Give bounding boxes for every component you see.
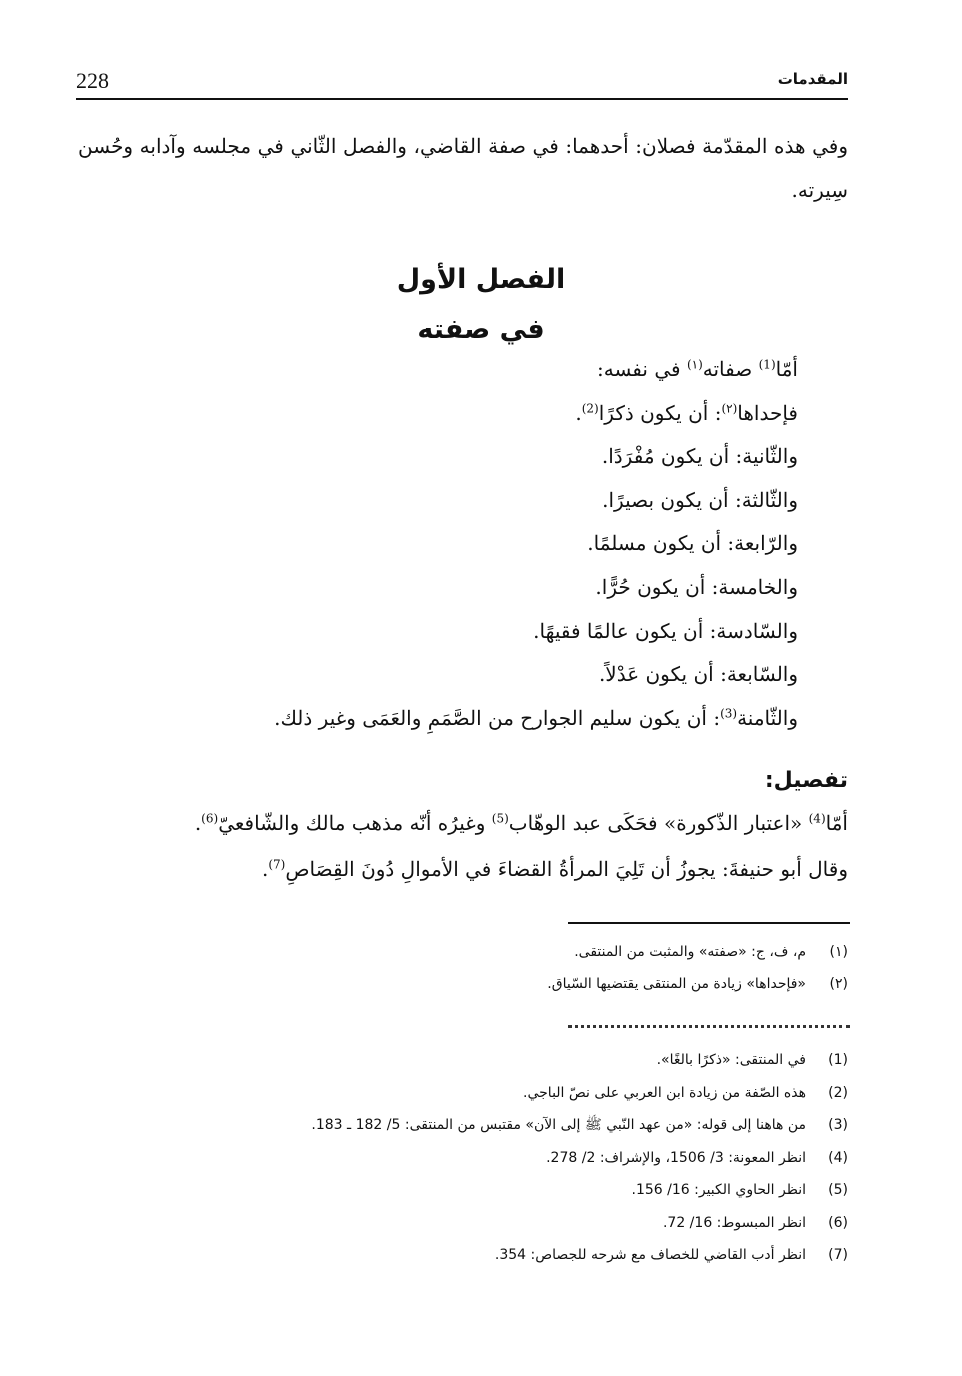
footnote-number: (١)	[829, 944, 848, 960]
footnotes-primary	[68, 936, 848, 1000]
footnote	[68, 1174, 848, 1207]
footnote-marker: (7)	[268, 857, 286, 872]
footnote-marker: (3)	[720, 706, 738, 721]
text-run: أمّا	[825, 811, 848, 835]
qualities-intro	[158, 348, 798, 392]
quality-second: والثّانية: أن يكون مُفْرَدًا.	[601, 444, 798, 469]
text-run: صفاته	[702, 357, 759, 381]
footnote-text: انظر المبسوط: 16/ 72.	[662, 1214, 806, 1231]
tafsil-line1	[68, 800, 848, 846]
footnote	[68, 1077, 848, 1110]
text-run: : أن يكون سليم الجوارح من الصَّمَمِ والعَمَى وغير ذلك.	[274, 705, 721, 730]
quality-seventh: والسّابعة: أن يكون عَدْلاً.	[598, 662, 798, 687]
footnote-text: «فإحداها» زيادة من المنتقى يقتضيها السّياق.	[547, 976, 806, 992]
header-rule	[76, 98, 848, 100]
footnote-number: (4)	[828, 1149, 848, 1166]
footnote-number: (1)	[828, 1052, 848, 1068]
footnote-text: انظر المعونة: 3/ 1506، والإشراف: 2/ 278.	[546, 1149, 806, 1166]
tafsil-line2	[68, 846, 848, 892]
footnote-text: من هاهنا إلى قوله: «من عهد النّبي ﷺ إلى الآن» مقتبس من المنتقى: 5/ 182 ـ 183.	[311, 1117, 806, 1133]
footnote-marker: (4)	[808, 811, 826, 826]
footnote-text: انظر أدب القاضي للخصاف مع شرحه للجصاص: 354.	[494, 1247, 806, 1263]
footnotes-secondary	[68, 1044, 848, 1272]
footnote-text: انظر الحاوي الكبير: 16/ 156.	[631, 1182, 806, 1198]
footnote-marker: (5)	[491, 811, 509, 826]
footnote-marker: (٢)	[721, 400, 738, 415]
quality-third: والثّالثة: أن يكون بصيرًا.	[602, 487, 798, 512]
qualities-list	[158, 348, 798, 740]
footnote	[68, 1044, 848, 1077]
footnote-number: (6)	[828, 1214, 848, 1231]
footnote-number: (٢)	[829, 976, 848, 992]
footnote	[68, 1142, 848, 1175]
footnote-number: (7)	[828, 1247, 848, 1263]
quality-fifth: والخامسة: أن يكون حُرًّا.	[595, 574, 798, 599]
text-run: وغيرُه أنّه مذهب مالك والشّافعيّ	[218, 811, 492, 835]
text-run: وقال أبو حنيفةَ: يجوزُ أن تَلِيَ المرأةُ القضاءَ في الأموالِ دُونَ القِصَاصِ	[285, 857, 848, 881]
footnote-text: في المنتقى: «ذكرًا بالغًا».	[656, 1052, 806, 1068]
footnote	[68, 936, 848, 968]
running-head: المقدمات	[777, 70, 848, 88]
footnote-marker: (2)	[581, 400, 599, 415]
footnote-marker: (1)	[758, 357, 776, 372]
text-run: .	[261, 857, 269, 881]
footnote-text: م، ف، ج: «صفته» والمثبت من المنتقى.	[574, 944, 806, 960]
footnote-dotted-separator	[568, 1025, 850, 1028]
footnote-marker: (6)	[201, 811, 219, 826]
footnote-separator	[568, 922, 850, 924]
text-run: أمّا	[775, 357, 798, 381]
quality-eighth	[158, 697, 798, 741]
footnote	[68, 1109, 848, 1142]
intro-paragraph: وفي هذه المقدّمة فصلان: أحدهما: في صفة القاضي، والفصل الثّاني في مجلسه وآدابه وحُسن سِيرته.	[78, 134, 848, 202]
tafsil-paragraph	[68, 800, 848, 892]
footnote-number: (2)	[828, 1084, 848, 1101]
text-run: فإحداها	[737, 400, 798, 425]
page-number: 228	[76, 68, 109, 93]
footnote-text: هذه الصّفة من زيادة ابن العربي على نصّ الباجي.	[523, 1084, 806, 1101]
page-header	[76, 66, 848, 100]
tafsil-heading: تفصيل:	[764, 768, 848, 793]
chapter-title-line2: في صفته	[417, 314, 545, 345]
quality-fourth: والرّابعة: أن يكون مسلمًا.	[587, 531, 798, 556]
text-run: .	[575, 400, 582, 425]
text-run: «اعتبار الذّكورة» فحَكَى عبد الوهّاب	[508, 811, 809, 835]
text-run: : أن يكون ذكرًا	[598, 400, 722, 425]
footnote-number: (3)	[828, 1117, 848, 1133]
chapter-title-line1: الفصل الأول	[396, 264, 566, 295]
footnote-number: (5)	[828, 1182, 848, 1198]
quality-sixth: والسّادسة: أن يكون عالمًا فقيهًا.	[533, 618, 798, 643]
text-run: والثّامنة	[737, 705, 798, 730]
footnote	[68, 1239, 848, 1272]
chapter-title	[0, 255, 962, 355]
footnote	[68, 968, 848, 1000]
text-run: .	[194, 811, 202, 835]
footnote-marker: (١)	[686, 357, 703, 372]
quality-first	[158, 392, 798, 436]
text-run: في نفسه:	[597, 357, 687, 381]
footnote	[68, 1207, 848, 1240]
